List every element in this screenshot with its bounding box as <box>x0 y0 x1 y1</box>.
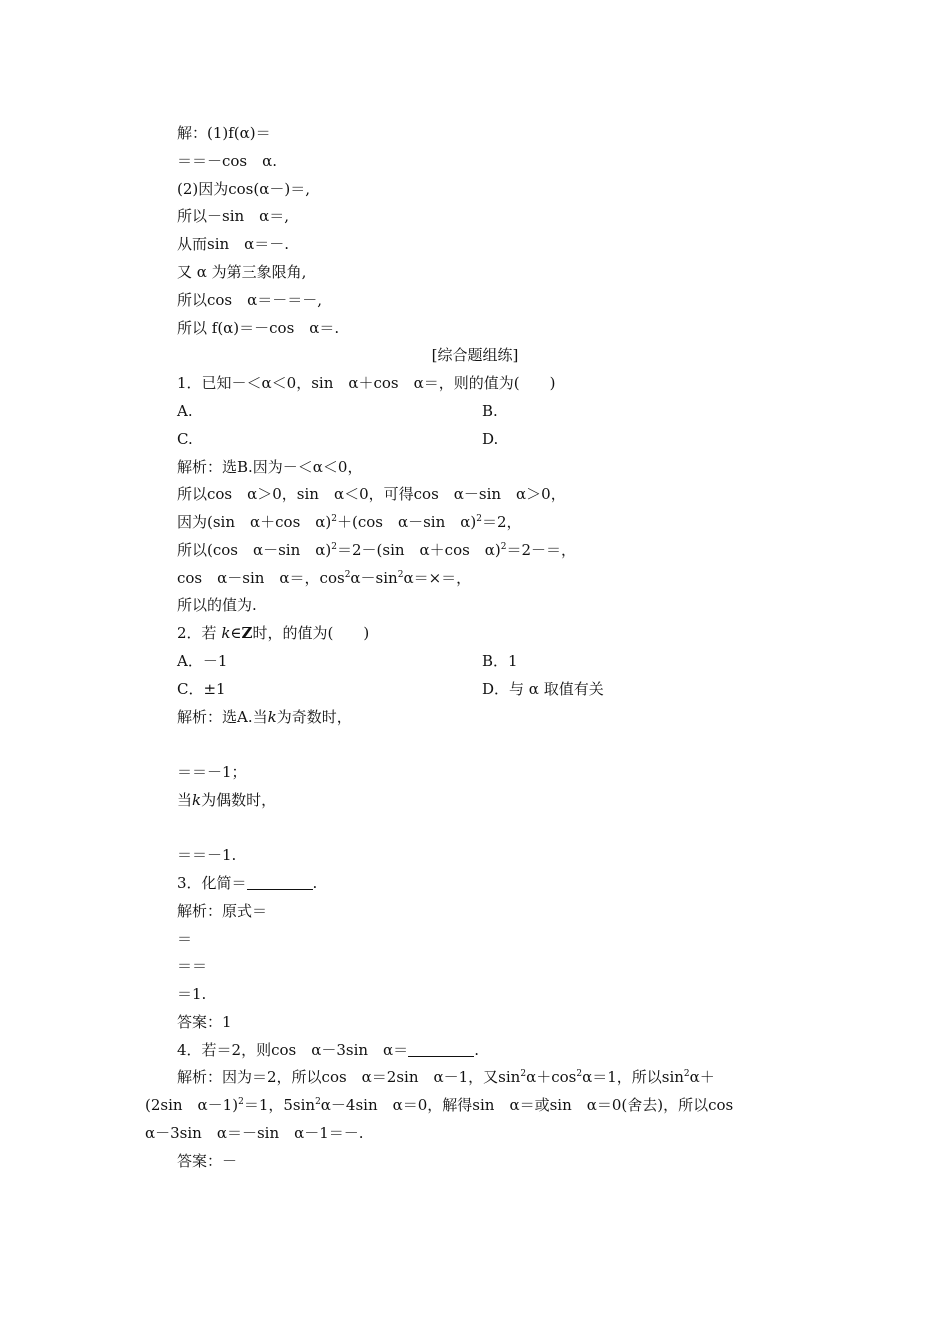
answer-line: 答案：－ <box>177 1152 238 1170</box>
option-c: C．±1 <box>177 680 226 698</box>
solution-line: 从而sin α＝－. <box>177 235 290 253</box>
section-title: [综合题组练] <box>431 346 519 364</box>
answer-blank <box>247 875 313 890</box>
solution-line: 所以cos α＝－＝－, <box>177 291 323 309</box>
question-2: 2．若 k∈Z时，的值为( ) <box>177 624 370 642</box>
solution-line: cos α－sin α＝，$\cos^2\alpha-\sin^2\alpha=\times=$， <box>177 569 472 587</box>
solution-line: ＝＝－cos α. <box>177 152 278 170</box>
solution-line: 解析：选B.因为－＜α＜0， <box>177 458 363 476</box>
solution-line: 解：(1)f(α)＝ <box>177 124 271 142</box>
solution-line: 所以的值为. <box>177 596 257 614</box>
solution-line: (2)因为cos(α－)＝, <box>177 180 310 198</box>
solution-line: ＝＝－1. <box>177 846 237 864</box>
solution-line: ＝ <box>177 930 193 948</box>
solution-line: 所以(cos α－sin α)$^2$＝2－(sin α＋cos α)$^2$＝2－＝， <box>177 541 577 559</box>
question-3: 3．化简＝ . <box>177 874 318 892</box>
solution-line: 又 α 为第三象限角, <box>177 263 307 281</box>
answer-blank <box>408 1042 474 1057</box>
solution-line: (2sin α－1)$^2$＝1，$5\sin^2\alpha-4\sin$ α＝0，解得sin α＝或sin α＝0(舍去)，所以cos <box>145 1096 734 1114</box>
option-c: C. <box>177 430 193 448</box>
solution-line: 解析：因为＝2，所以cos α＝2sin α－1，又$\sin^2\alpha+\cos^2\alpha=1$，所以$\sin^2\alpha+$ <box>177 1068 715 1086</box>
option-b: B．1 <box>482 652 518 670</box>
question-4: 4．若＝2，则cos α－3sin α＝ . <box>177 1041 479 1059</box>
question-1: 1．已知－＜α＜0，sin α＋cos α＝，则的值为( ) <box>177 374 556 392</box>
option-a: A．－1 <box>177 652 228 670</box>
solution-line: ＝＝ <box>177 957 208 975</box>
solution-line: 所以 f(α)＝－cos α＝. <box>177 319 340 337</box>
solution-line: α－3sin α＝－sin α－1＝－. <box>145 1124 364 1142</box>
solution-line: ＝1. <box>177 985 207 1003</box>
solution-line: 解析：原式＝ <box>177 902 268 920</box>
option-d: D. <box>482 430 499 448</box>
option-b: B. <box>482 402 498 420</box>
answer-line: 答案：1 <box>177 1013 232 1031</box>
option-d: D．与 α 取值有关 <box>482 680 604 698</box>
option-a: A. <box>177 402 193 420</box>
solution-line: ＝＝－1； <box>177 763 247 781</box>
solution-line: 解析：选A.当k为奇数时， <box>177 708 352 726</box>
solution-line: 当k为偶数时， <box>177 791 277 809</box>
solution-line: 所以－sin α＝, <box>177 207 290 225</box>
solution-line: 因为(sin α＋cos α)$^2$＋(cos α－sin α)$^2$＝2， <box>177 513 522 531</box>
solution-line: 所以cos α＞0，sin α＜0，可得cos α－sin α＞0， <box>177 485 566 503</box>
